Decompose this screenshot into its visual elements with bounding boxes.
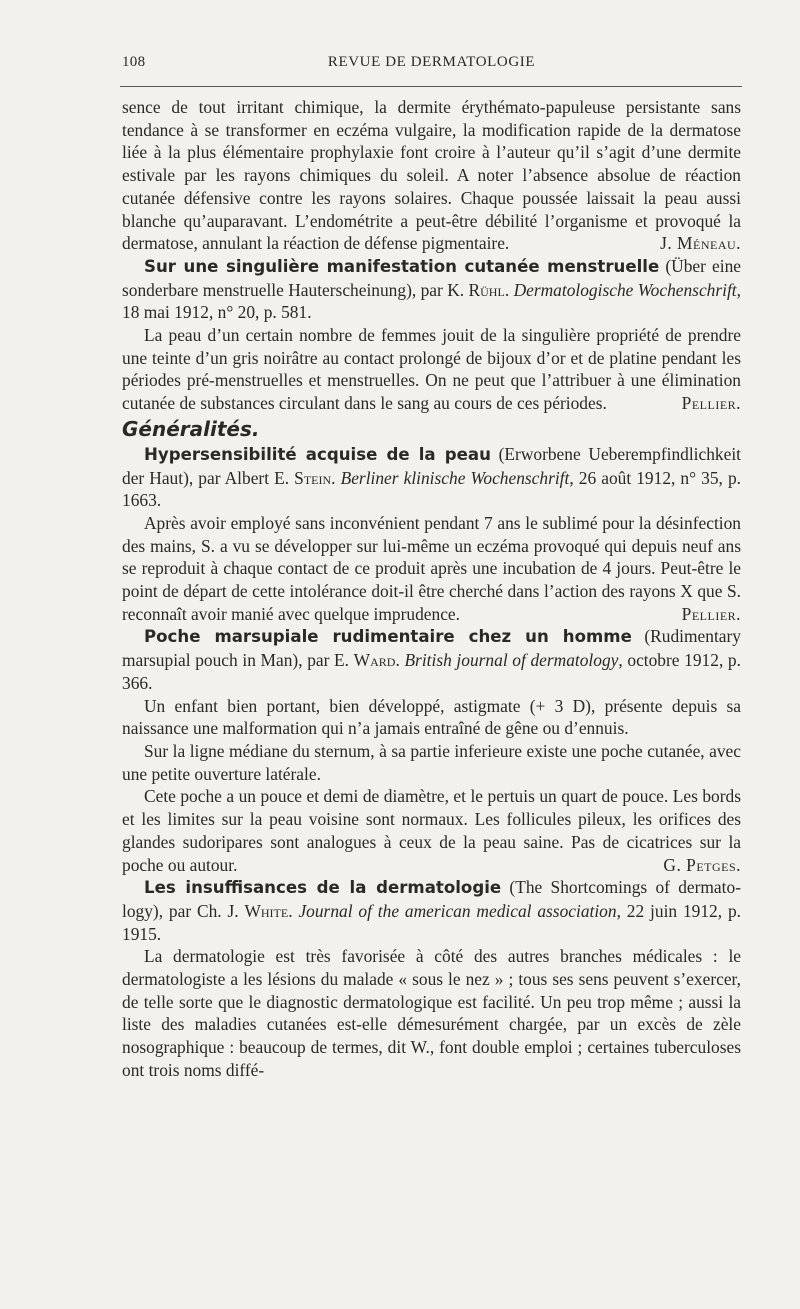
article-journal: Journal of the american medical association bbox=[298, 900, 617, 921]
article-author: Ward bbox=[353, 650, 396, 671]
article-title: Les insuffisances de la dermatologie bbox=[144, 878, 502, 898]
signature: G. Petges. bbox=[663, 854, 741, 875]
article-ref: (The Shortcomings of dermatology), par Ch. J. bbox=[122, 877, 741, 921]
article-journal: British journal of dermatology bbox=[404, 650, 619, 671]
article-heading bbox=[122, 876, 741, 945]
article-ref: (Über eine sonderbare menstruelle Hauterscheinung), par K. bbox=[122, 255, 741, 300]
section-heading: Généralités. bbox=[122, 416, 260, 441]
article-author: White bbox=[244, 900, 289, 921]
header-rule bbox=[120, 86, 742, 87]
article-ref: , 26 août 1912, n° 35, p. 1663. bbox=[122, 467, 742, 511]
article-ref: , 22 juin 1912, p. 1915. bbox=[122, 900, 741, 944]
article-ref: , octobre 1912, p. 366. bbox=[122, 650, 741, 693]
article-paragraph bbox=[122, 785, 741, 876]
article-paragraph bbox=[122, 324, 741, 415]
article-ref: (Erworbene Ueberempfindlichkeit der Haut), par Albert E. bbox=[122, 443, 741, 488]
article-journal: Dermatologische Wochenschrift bbox=[513, 279, 737, 300]
article-ref: . bbox=[504, 279, 514, 300]
article-journal: Berliner klinische Wochenschrift bbox=[340, 467, 570, 488]
signature: Pellier. bbox=[681, 393, 741, 414]
signature: Pellier. bbox=[681, 603, 741, 624]
article-title: Sur une singulière manifestation cutanée menstruelle bbox=[144, 256, 660, 276]
article-author: Stein bbox=[294, 467, 332, 488]
article-ref: . bbox=[395, 650, 405, 671]
article-heading bbox=[122, 443, 741, 512]
article-author: Rühl bbox=[468, 279, 505, 300]
article-heading bbox=[122, 625, 741, 694]
signature: J. Méneau. bbox=[660, 233, 741, 254]
intro-text: sence de tout irritant chimique, la dermite érythémato-papuleuse persistante sans tendance à se transformer en eczéma vulgaire, la modification rapide de la dermatose liée à la plus élémentaire prophylaxie font croire à l’auteur qu’il s’agit d’une dermite estivale par les rayons chimiques du soleil. A noter l’absence absolue de réaction cutanée défensive contre les rayons solaires. Chaque poussée laissait la peau aussi blanche qu’auparavant. L’endométrite a peut-être débilité l’organisme et provoqué la dermatose, annulant la réaction de défense pigmentaire. bbox=[122, 97, 741, 254]
article-ref: . bbox=[288, 900, 299, 921]
paragraph-text: Après avoir employé sans inconvénient pendant 7 ans le sublimé pour la désinfection des mains, S. a vu se développer sur lui-même un eczéma provoqué qui depuis neuf ans se reproduit à chaque contact de ce produit après une incubation de 4 jours. Peut-être le point de départ de cette intolérance doit-il être cherché dans l’action des rayons X que S. reconnaît avoir manié avec quelque imprudence. bbox=[122, 512, 741, 624]
page-number: 108 bbox=[122, 54, 146, 70]
article-ref: , 18 mai 1912, n° 20, p. 581. bbox=[122, 279, 741, 323]
article-paragraph: Sur la ligne médiane du sternum, à sa partie inferieure existe une poche cutanée, avec une petite ouverture latérale. bbox=[122, 740, 741, 784]
article-ref: . bbox=[331, 467, 341, 488]
article-ref: (Rudimentary marsupial pouch in Man), par E. bbox=[122, 626, 741, 671]
running-title: REVUE DE DERMATOLOGIE bbox=[327, 54, 536, 70]
paragraph-text: Cete poche a un pouce et demi de diamètre, et le pertuis un quart de pouce. Les bords et les limites sur la peau voisine sont normaux. Les follicules pileux, les orifices des glandes sudoripares sont analogues à ceux de la peau saine. Pas de cicatrices sur la poche ou autour. bbox=[122, 786, 741, 875]
page-content bbox=[122, 96, 741, 1082]
paragraph-text: La peau d’un certain nombre de femmes jouit de la singulière propriété de prendre une teinte d’un gris noirâtre au contact prolongé de bijoux d’or et de platine pendant les périodes pré-menstruelles et menstruelles. On ne peut que l’attribuer à une élimination cutanée de substances circulant dans le sang au cours de ces périodes. bbox=[122, 325, 741, 414]
article-paragraph: Un enfant bien portant, bien développé, astigmate (+ 3 D), présente depuis sa naissance une malformation qui n’a jamais entraîné de gêne ou d’ennuis. bbox=[122, 695, 741, 739]
article-paragraph: La dermatologie est très favorisée à côté des autres branches médicales : le dermatologiste a les lésions du malade « sous le nez » ; tous ses sens peuvent s’exercer, de telle sorte que le diagnostic dermatologique est facilité. Un peu trop même ; aussi la liste des maladies cutanées est-elle démesurément chargée, par un excès de zèle nosographique : beaucoup de termes, dit W., font double emploi ; certaines tuberculoses ont trois noms diffé- bbox=[122, 946, 741, 1080]
article-title: Poche marsupiale rudimentaire chez un homme bbox=[144, 627, 632, 647]
article-heading bbox=[122, 255, 741, 324]
article-title: Hypersensibilité acquise de la peau bbox=[144, 444, 491, 464]
article-paragraph bbox=[122, 512, 741, 626]
intro-paragraph bbox=[122, 96, 741, 255]
